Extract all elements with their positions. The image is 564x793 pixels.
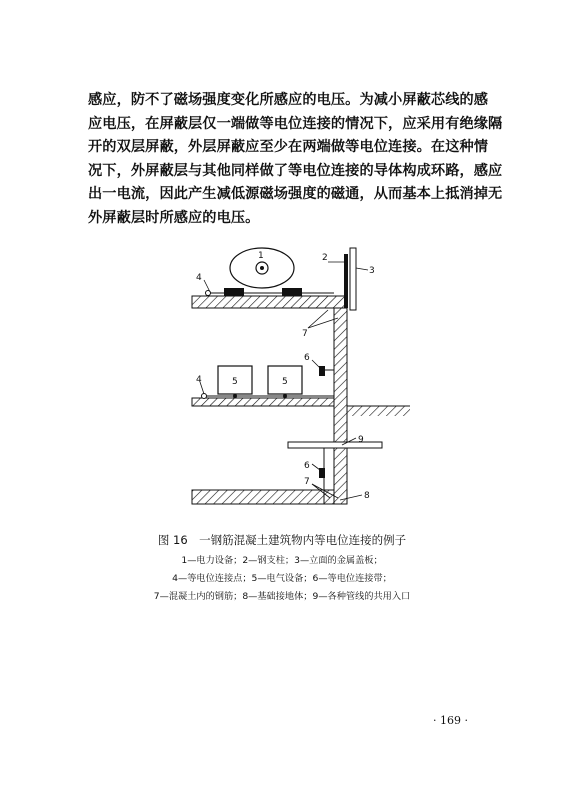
label-9: 9	[358, 435, 364, 445]
body-line: 开的双层屏蔽，外层屏蔽应至少在两端做等电位连接。在这种情	[88, 139, 489, 156]
label-4a: 4	[196, 273, 202, 283]
label-5a: 5	[232, 377, 238, 387]
equipotential-bonding-diagram	[180, 240, 410, 520]
body-line: 外屏蔽层时所感应的电压。	[88, 209, 260, 226]
figure-legend-line: 7—混凝土内的钢筋；8—基础接地体；9—各种管线的共用入口	[153, 591, 411, 602]
page-number: · 169 ·	[433, 714, 468, 727]
vertical-wall	[334, 308, 347, 504]
body-line: 况下，外屏蔽层与其他同样做了等电位连接的导体构成环路，感应	[88, 162, 503, 179]
middle-floor-slab	[192, 398, 334, 406]
label-4b: 4	[196, 375, 202, 385]
label-2: 2	[322, 253, 328, 263]
label-6b: 6	[304, 461, 310, 471]
label-6a: 6	[304, 353, 310, 363]
body-line: 出一电流，因此产生减低源磁场强度的磁通，从而基本上抵消掉无	[88, 186, 503, 203]
common-pipe-entry	[288, 442, 382, 448]
figure-legend-line: 1—电力设备；2—钢支柱；3—立面的金属盖板；	[181, 555, 383, 566]
body-paragraph	[88, 89, 503, 231]
body-line: 感应，防不了磁场强度变化所感应的电压。为减小屏蔽芯线的感	[88, 92, 489, 108]
label-7a: 7	[302, 329, 308, 339]
figure-caption-title: 图 16 一钢筋混凝土建筑物内等电位连接的例子	[157, 533, 407, 547]
body-line: 应电压，在屏蔽层仅一端做等电位连接的情况下，应采用有绝缘隔	[88, 115, 503, 132]
lower-floor-slab	[192, 490, 334, 504]
label-3: 3	[369, 266, 375, 276]
metal-facade-plate	[350, 248, 356, 310]
upper-floor-slab	[192, 296, 347, 308]
figure-legend-line: 4—等电位连接点；5—电气设备；6—等电位连接带；	[172, 573, 392, 584]
label-5b: 5	[282, 377, 288, 387]
ground-earth	[347, 406, 410, 416]
label-8: 8	[364, 491, 370, 501]
label-1: 1	[258, 251, 264, 261]
label-7b: 7	[304, 477, 310, 487]
